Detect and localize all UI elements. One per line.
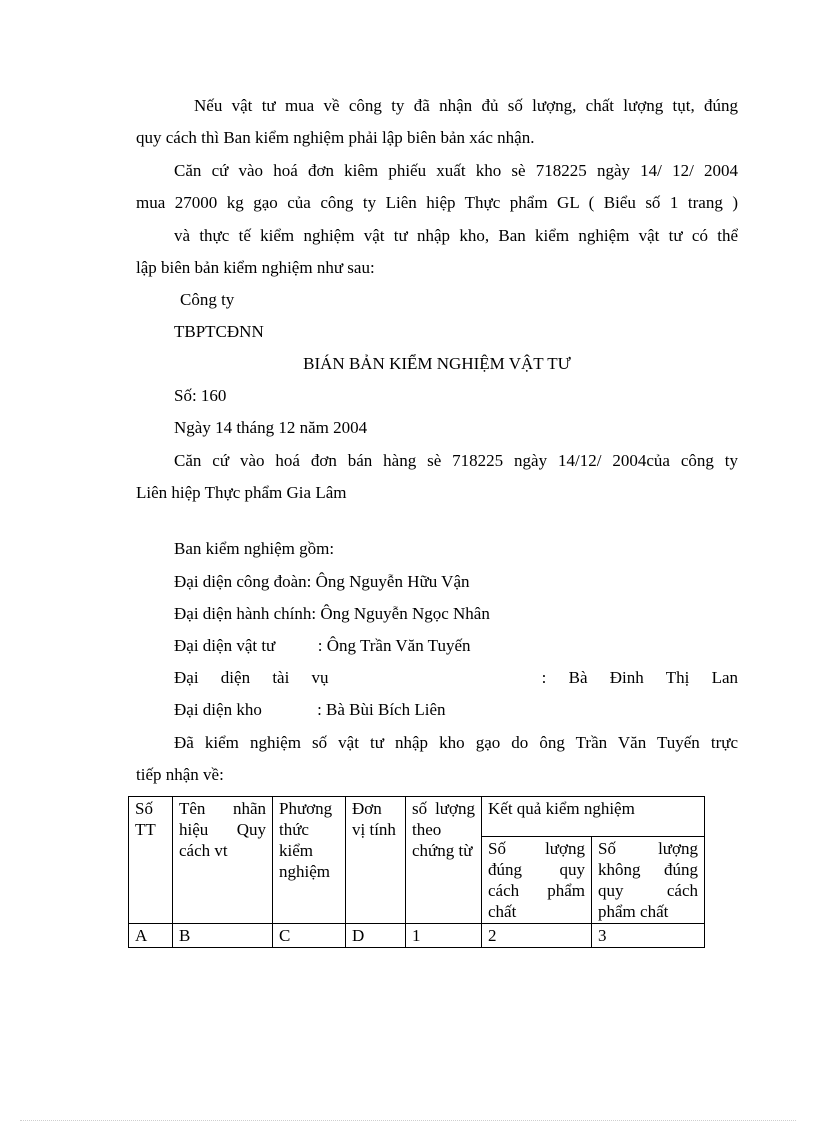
committee-heading: Ban kiểm nghiệm gồm: [174,539,335,558]
paragraph-2-line-1: Căn cứ vào hoá đơn kiêm phiếu xuất kho sè 718225 ngày 14/ 12/ 2004 [174,161,738,180]
document-number: Số: 160 [174,386,227,405]
committee-warehouse: Đại diện kho : Bà Bùi Bích Liên [174,700,446,719]
paragraph-3-line-2: lập biên bản kiểm nghiệm như sau: [136,258,375,277]
header-unit: Đơn vị tính [346,797,406,924]
company-label: Công ty [180,290,235,309]
header-name: Tên nhãn hiệu Quy cách vt [173,797,273,924]
document-title: BIÁN BẢN KIỂM NGHIỆM VẬT TƯ [303,354,571,373]
paragraph-3-line-1: và thực tế kiểm nghiệm vật tư nhập kho, Ban kiểm nghiệm vật tư có thể [174,226,738,245]
page-bottom-rule [20,1120,796,1121]
header-method: Phương thức kiểm nghiệm [273,797,346,924]
table-row [129,924,705,948]
paragraph-2-line-2: mua 27000 kg gạo của công ty Liên hiệp Thực phẩm GL ( Biểu số 1 trang ) [136,193,738,212]
header-result: Kết quả kiểm nghiệm [482,797,705,837]
committee-admin: Đại diện hành chính: Ông Nguyễn Ngọc Nhân [174,604,490,623]
header-correct: Số lượng đúng quy cách phẩm chất [482,837,592,924]
paragraph-1-line-2: quy cách thì Ban kiểm nghiệm phải lập biên bản xác nhận. [136,128,535,147]
header-qty: số lượng theo chứng từ [406,797,482,924]
table-cell: D [346,924,406,948]
table-cell: 1 [406,924,482,948]
inspection-line-1: Đã kiểm nghiệm số vật tư nhập kho gạo do ông Trần Văn Tuyến trực [174,733,738,752]
header-stt: Số TT [129,797,173,924]
committee-material: Đại diện vật tư : Ông Trần Văn Tuyến [174,636,471,655]
inspection-line-2: tiếp nhận về: [136,765,224,784]
committee-finance-label: Đại diện tài vụ [174,668,329,687]
committee-finance-name: : Bà Đinh Thị Lan [541,668,738,687]
table-cell: 2 [482,924,592,948]
committee-union: Đại diện công đoàn: Ông Nguyễn Hữu Vận [174,572,470,591]
paragraph-1-line-1: Nếu vật tư mua về công ty đã nhận đủ số lượng, chất lượng tụt, đúng [194,96,738,115]
table-cell: C [273,924,346,948]
table-cell: B [173,924,273,948]
document-date: Ngày 14 tháng 12 năm 2004 [174,418,368,437]
basis-line-1: Căn cứ vào hoá đơn bán hàng sè 718225 ngày 14/12/ 2004của công ty [174,451,738,470]
basis-line-2: Liên hiệp Thực phẩm Gia Lâm [136,483,347,502]
inspection-table [128,796,705,948]
table-cell: 3 [592,924,705,948]
header-incorrect: Số lượng không đúng quy cách phẩm chất [592,837,705,924]
table-cell: A [129,924,173,948]
committee-finance-row [174,668,738,688]
unit-label: TBPTCĐNN [174,322,264,341]
